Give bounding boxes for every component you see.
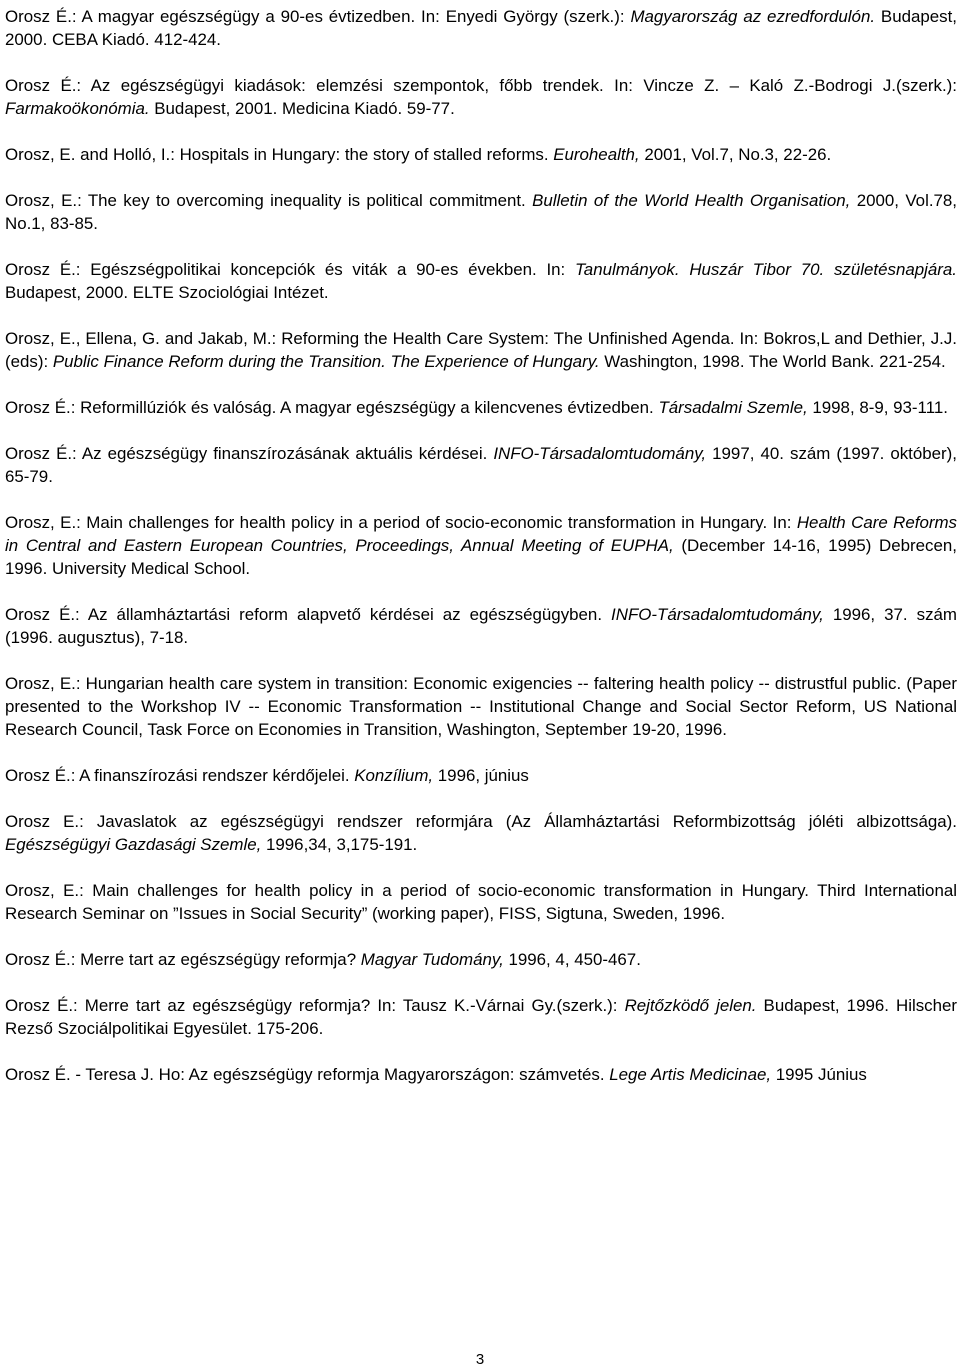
- reference-text: 2000, Vol.78, No.1, 83-85.: [5, 191, 958, 233]
- reference-text: 2001, Vol.7, No.3, 22-26.: [639, 145, 832, 164]
- reference-text: 1998, 8-9, 93-111.: [807, 398, 948, 417]
- reference-text: 1995 Június: [771, 1065, 867, 1084]
- reference-text: 1996, június: [433, 766, 529, 785]
- publication-title: Magyarország az ezredfordulón.: [630, 7, 876, 26]
- publication-title: Bulletin of the World Health Organisation,: [532, 191, 851, 210]
- reference-list: [5, 5, 957, 1109]
- reference-entry: [5, 258, 957, 304]
- reference-text: Washington, 1998. The World Bank. 221-254.: [599, 352, 946, 371]
- publication-title: Eurohealth,: [553, 145, 640, 164]
- publication-title: Egészségügyi Gazdasági Szemle,: [5, 835, 262, 854]
- publication-title: Farmakoökonómia.: [5, 99, 150, 118]
- page-number: 3: [475, 1351, 485, 1368]
- publication-title: Társadalmi Szemle,: [658, 398, 808, 417]
- reference-entry: [5, 396, 957, 419]
- reference-entry: [5, 189, 957, 235]
- reference-entry: [5, 948, 957, 971]
- reference-text: 1996,34, 3,175-191.: [261, 835, 418, 854]
- reference-text: Orosz, E.: Main challenges for health policy in a period of socio-economic transformation in Hungary. Third International Research Seminar on ”Issues in Social Security” (working paper), FISS, Sigtuna, Sweden, 1996.: [5, 881, 957, 923]
- reference-entry: [5, 511, 957, 580]
- publication-title: Health Care Reforms in Central and Eastern European Countries, Proceedings, Annual Meeting of EUPHA,: [5, 513, 957, 555]
- reference-text: Orosz E.: Javaslatok az egészségügyi rendszer reformjára (Az Államháztartási Reformbizottság jóléti albizottsága).: [5, 812, 957, 831]
- reference-text: Orosz, E.: The key to overcoming inequality is political commitment.: [5, 191, 533, 210]
- reference-text: 1997, 40. szám (1997. október), 65-79.: [5, 444, 957, 486]
- reference-text: Orosz, E.: Main challenges for health policy in a period of socio-economic transformation in Hungary. In:: [5, 513, 797, 532]
- reference-entry: [5, 994, 957, 1040]
- reference-text: Orosz É.: A magyar egészségügy a 90-es évtizedben. In: Enyedi György (szerk.):: [5, 7, 631, 26]
- reference-entry: [5, 672, 957, 741]
- reference-text: Budapest, 1996. Hilscher Rezső Szociálpolitikai Egyesület. 175-206.: [5, 996, 958, 1038]
- reference-entry: [5, 143, 957, 166]
- publication-title: Magyar Tudomány,: [360, 950, 504, 969]
- publication-title: Rejtőzködő jelen.: [624, 996, 757, 1015]
- reference-entry: [5, 810, 957, 856]
- reference-text: Orosz É.: Az államháztartási reform alapvető kérdései az egészségügyben.: [5, 605, 612, 624]
- reference-text: Budapest, 2001. Medicina Kiadó. 59-77.: [149, 99, 455, 118]
- reference-text: Orosz É.: A finanszírozási rendszer kérdőjelei.: [5, 766, 355, 785]
- reference-text: (December 14-16, 1995) Debrecen, 1996. University Medical School.: [5, 536, 957, 578]
- reference-text: Budapest, 2000. CEBA Kiadó. 412-424.: [5, 7, 957, 49]
- publication-title: Konzílium,: [354, 766, 434, 785]
- reference-entry: [5, 327, 957, 373]
- publication-title: Public Finance Reform during the Transition. The Experience of Hungary.: [52, 352, 600, 371]
- reference-entry: [5, 442, 957, 488]
- reference-text: Orosz É.: Az egészségügyi kiadások: elemzési szempontok, főbb trendek. In: Vincze Z. – Kaló Z.-Bodrogi J.(szerk.):: [5, 76, 957, 95]
- reference-text: Orosz É.: Merre tart az egészségügy reformja?: [5, 950, 361, 969]
- reference-entry: [5, 764, 957, 787]
- reference-text: 1996, 37. szám (1996. augusztus), 7-18.: [5, 605, 957, 647]
- reference-entry: [5, 5, 957, 51]
- reference-text: Orosz É.: Az egészségügy finanszírozásának aktuális kérdései.: [5, 444, 494, 463]
- reference-text: Orosz, E., Ellena, G. and Jakab, M.: Reforming the Health Care System: The Unfinished Agenda. In: Bokros,L and Dethier, J.J. (eds):: [5, 329, 957, 371]
- reference-text: Orosz É.: Merre tart az egészségügy reformja? In: Tausz K.-Várnai Gy.(szerk.):: [5, 996, 625, 1015]
- reference-text: Orosz É.: Reformillúziók és valóság. A magyar egészségügy a kilencvenes évtizedben.: [5, 398, 659, 417]
- reference-text: Orosz É.: Egészségpolitikai koncepciók és viták a 90-es években. In:: [5, 260, 576, 279]
- reference-text: 1996, 4, 450-467.: [503, 950, 641, 969]
- reference-entry: [5, 603, 957, 649]
- reference-entry: [5, 74, 957, 120]
- reference-entry: [5, 879, 957, 925]
- publication-title: INFO-Társadalomtudomány,: [611, 605, 824, 624]
- publication-title: Tanulmányok. Huszár Tibor 70. születésnapjára.: [575, 260, 957, 279]
- publication-title: Lege Artis Medicinae,: [609, 1065, 772, 1084]
- reference-text: Budapest, 2000. ELTE Szociológiai Intézet.: [5, 283, 329, 302]
- reference-text: Orosz, E. and Holló, I.: Hospitals in Hungary: the story of stalled reforms.: [5, 145, 554, 164]
- reference-text: Orosz, E.: Hungarian health care system in transition: Economic exigencies -- faltering health policy -- distrustful public. (Paper presented to the Workshop IV -- Economic Transformation -- Institutional Change and Social Sector Reform, US National Research Council, Task Force on Economies in Transition, Washington, September 19-20, 1996.: [5, 674, 957, 739]
- reference-text: Orosz É. - Teresa J. Ho: Az egészségügy reformja Magyarországon: számvetés.: [5, 1065, 610, 1084]
- publication-title: INFO-Társadalomtudomány,: [493, 444, 707, 463]
- reference-entry: [5, 1063, 957, 1086]
